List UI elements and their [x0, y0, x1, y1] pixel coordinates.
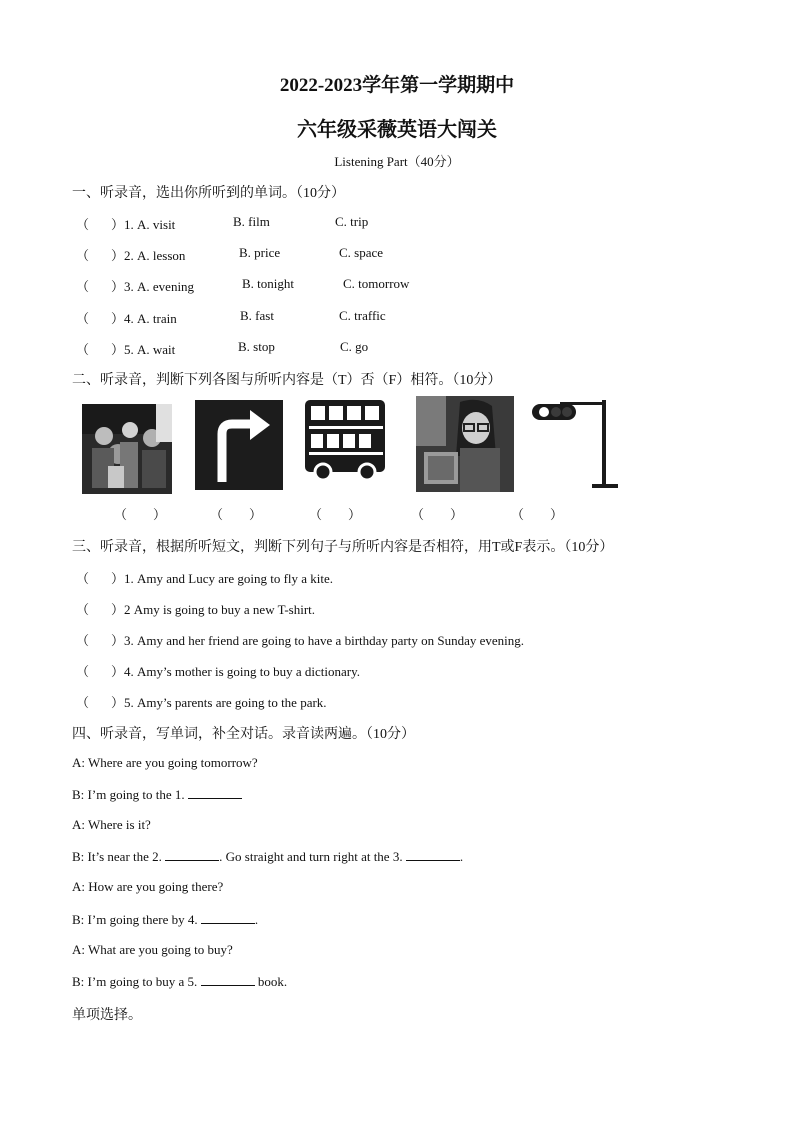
paren-open: （ [76, 342, 90, 357]
statement-row [76, 568, 333, 587]
option-c: C. tomorrow [343, 276, 410, 291]
dialogue-text: . [254, 912, 259, 927]
blank-3[interactable] [406, 848, 460, 861]
option-b: B. price [239, 245, 281, 260]
reading-girl-photo [416, 396, 514, 494]
dialogue-text: I’m going to the 1. [87, 787, 185, 802]
exam-subtitle: 六年级采薇英语大闯关 [297, 119, 497, 141]
speaker: A: [72, 817, 85, 832]
blank-5[interactable] [201, 973, 255, 986]
option-c: C. go [340, 339, 369, 354]
dialogue-line [72, 911, 258, 928]
section2-heading: 二、听录音，判断下列各图与所听内容是（T）否（F）相符。（10分） [72, 373, 502, 388]
paren-open: （ [76, 279, 90, 294]
exam-title: 2022-2023学年第一学期期中 [279, 75, 515, 96]
dialogue-text: . Go straight and turn right at the 3. [219, 849, 403, 864]
statement-row [76, 630, 524, 649]
statement-row [76, 692, 327, 711]
option-a: ）1. A. visit [111, 217, 176, 232]
bus-icon [301, 396, 391, 494]
option-a: ）4. A. train [111, 311, 177, 326]
section5-heading: 单项选择。 [72, 1008, 142, 1023]
speaker: A: [72, 755, 85, 770]
dialogue-text: I’m going to buy a 5. [87, 974, 198, 989]
dialogue-text: Where are you going tomorrow? [88, 755, 258, 770]
dialogue-line [72, 786, 242, 803]
option-b: B. film [233, 214, 270, 229]
speaker: B: [72, 974, 85, 989]
statement-text: ）2 Amy is going to buy a new T-shirt. [111, 602, 316, 617]
question-row [76, 276, 194, 295]
paren-open: （ [76, 571, 90, 586]
dialogue-line [72, 817, 151, 833]
answer-paren: （ ） [309, 507, 362, 522]
paren-open: （ [76, 217, 90, 232]
statement-text: ）4. Amy’s mother is going to buy a dictionary. [111, 664, 361, 679]
answer-paren: （ ） [511, 507, 564, 522]
option-a: ）2. A. lesson [111, 248, 186, 263]
dialogue-text: I’m going there by 4. [87, 912, 198, 927]
traffic-light-icon [530, 396, 624, 494]
section3-heading: 三、听录音，根据所听短文，判断下列句子与所听内容是否相符，用T或F表示。（10分） [72, 540, 614, 555]
option-a: ）3. A. evening [111, 279, 195, 294]
blank-4[interactable] [201, 911, 255, 924]
option-b: B. fast [240, 308, 274, 323]
dialogue-line [72, 973, 287, 990]
section1-heading: 一、听录音，选出你所听到的单词。（10分） [72, 186, 345, 201]
paren-open: （ [76, 633, 90, 648]
part-label: Listening Part（40分） [334, 154, 460, 169]
dialogue-text: Where is it? [88, 817, 151, 832]
blank-1[interactable] [188, 786, 242, 799]
dialogue-line [72, 942, 233, 958]
question-row [76, 214, 175, 233]
question-row [76, 339, 175, 358]
paren-open: （ [76, 695, 90, 710]
turn-right-sign-icon [194, 396, 284, 494]
paren-open: （ [76, 311, 90, 326]
question-row [76, 245, 185, 264]
dialogue-text: book. [254, 974, 288, 989]
answer-paren: （ ） [114, 507, 167, 522]
dialogue-text: How are you going there? [88, 879, 224, 894]
dialogue-text: What are you going to buy? [88, 942, 233, 957]
dialogue-line [72, 848, 463, 865]
option-b: B. tonight [242, 276, 295, 291]
paren-open: （ [76, 664, 90, 679]
dialogue-line [72, 879, 223, 895]
people-photo [82, 396, 172, 494]
speaker: A: [72, 879, 85, 894]
dialogue-text: . [459, 849, 464, 864]
paren-open: （ [76, 602, 90, 617]
option-a: ）5. A. wait [111, 342, 176, 357]
speaker: A: [72, 942, 85, 957]
section4-heading: 四、听录音，写单词，补全对话。录音读两遍。（10分） [72, 727, 415, 742]
statement-text: ）5. Amy’s parents are going to the park. [111, 695, 327, 710]
speaker: B: [72, 912, 85, 927]
answer-paren: （ ） [411, 507, 464, 522]
option-c: C. traffic [339, 308, 386, 323]
speaker: B: [72, 849, 85, 864]
paren-open: （ [76, 248, 90, 263]
dialogue-line [72, 755, 258, 771]
option-b: B. stop [238, 339, 275, 354]
option-c: C. space [339, 245, 384, 260]
blank-2[interactable] [165, 848, 219, 861]
answer-paren: （ ） [210, 507, 263, 522]
option-c: C. trip [335, 214, 369, 229]
statement-row [76, 661, 360, 680]
question-row [76, 308, 177, 327]
dialogue-text: It’s near the 2. [87, 849, 162, 864]
speaker: B: [72, 787, 85, 802]
statement-text: ）1. Amy and Lucy are going to fly a kite. [111, 571, 334, 586]
statement-text: ）3. Amy and her friend are going to have a birthday party on Sunday evening. [111, 633, 525, 648]
statement-row [76, 599, 315, 618]
